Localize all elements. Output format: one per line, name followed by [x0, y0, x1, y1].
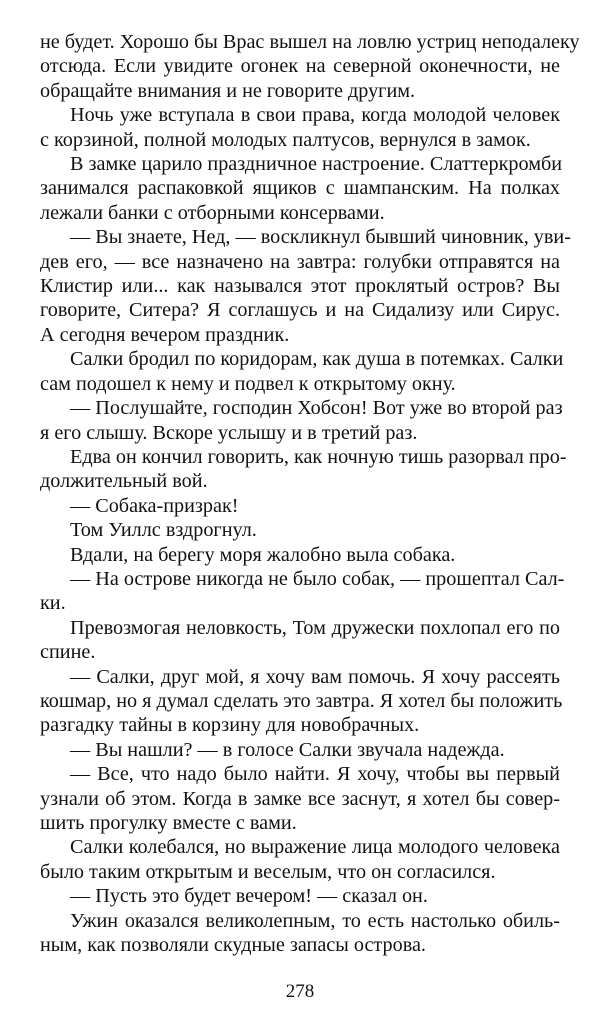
text-line: Том Уиллс вздрогнул.	[70, 519, 257, 542]
text-line: — Пусть это будет вечером! — сказал он.	[70, 885, 428, 908]
text-line: Ужин оказался великолепным, то есть настолько обиль-	[70, 909, 560, 932]
text-line: — Все, что надо было найти. Я хочу, чтобы вы первый	[70, 763, 560, 786]
text-line: разгадку тайны в корзину для новобрачных.	[40, 714, 420, 737]
text-line: обращайте внимания и не говорите другим.	[40, 79, 416, 102]
text-line: А сегодня вечером праздник.	[40, 323, 290, 346]
text-line: узнали об этом. Когда в замке все заснут, я хотел бы совер-	[40, 787, 560, 810]
text-line: Вдали, на берегу моря жалобно выла собака.	[70, 543, 456, 566]
text-line: Салки бродил по коридорам, как душа в потемках. Салки	[70, 348, 564, 371]
text-line: сам подошел к нему и подвел к открытому окну.	[40, 372, 456, 395]
text-line: говорите, Ситера? Я соглашусь и на Сидализу или Сирус.	[40, 299, 560, 322]
text-line: — Собака-призрак!	[70, 494, 239, 517]
text-line: — Вы знаете, Нед, — воскликнул бывший чиновник, уви-	[70, 226, 571, 249]
text-line: я его слышу. Вскоре услышу и в третий раз.	[40, 421, 418, 444]
text-line: — На острове никогда не было собак, — прошептал Сал-	[70, 567, 565, 590]
page-number: 278	[285, 981, 315, 1002]
text-line: лежали банки с отборными консервами.	[40, 201, 385, 224]
text-line: занимался распаковкой ящиков с шампанским. На полках	[40, 177, 560, 200]
text-line: кошмар, но я думал сделать это завтра. Я хотел бы положить	[40, 689, 563, 712]
text-line: ным, как позволяли скудные запасы острова.	[40, 934, 426, 957]
text-line: Превозмогая неловкость, Том дружески похлопал его по	[70, 616, 560, 639]
text-line: спине.	[40, 641, 96, 664]
text-line: — Послушайте, господин Хобсон! Вот уже во второй раз	[70, 397, 563, 420]
text-line: не будет. Хорошо бы Врас вышел на ловлю устриц неподалеку	[40, 31, 580, 53]
text-line: шить прогулку вместе с вами.	[40, 812, 297, 834]
text-line: — Вы нашли? — в голосе Салки звучала надежда.	[70, 738, 505, 761]
text-line: В замке царило праздничное настроение. Слаттеркромби	[70, 153, 563, 176]
text-line: Ночь уже вступала в свои права, когда молодой человек	[70, 104, 560, 127]
text-line: — Салки, друг мой, я хочу вам помочь. Я хочу рассеять	[70, 665, 560, 688]
text-line: должительный вой.	[40, 470, 208, 493]
text-line: дев его, — все назначено на завтра: голубки отправятся на	[40, 250, 560, 273]
text-line: с корзиной, полной молодых палтусов, вернулся в замок.	[40, 128, 531, 151]
body-text	[40, 30, 580, 957]
text-line: ки.	[40, 592, 66, 615]
text-line: Едва он кончил говорить, как ночную тишь разорвал про-	[70, 445, 567, 468]
text-line: было таким открытым и веселым, что он согласился.	[40, 860, 496, 883]
text-line: Клистир или... как назывался этот проклятый остров? Вы	[40, 275, 560, 298]
text-line: отсюда. Если увидите огонек на северной оконечности, не	[40, 55, 560, 78]
text-line: Салки колебался, но выражение лица молодого человека	[70, 836, 560, 859]
